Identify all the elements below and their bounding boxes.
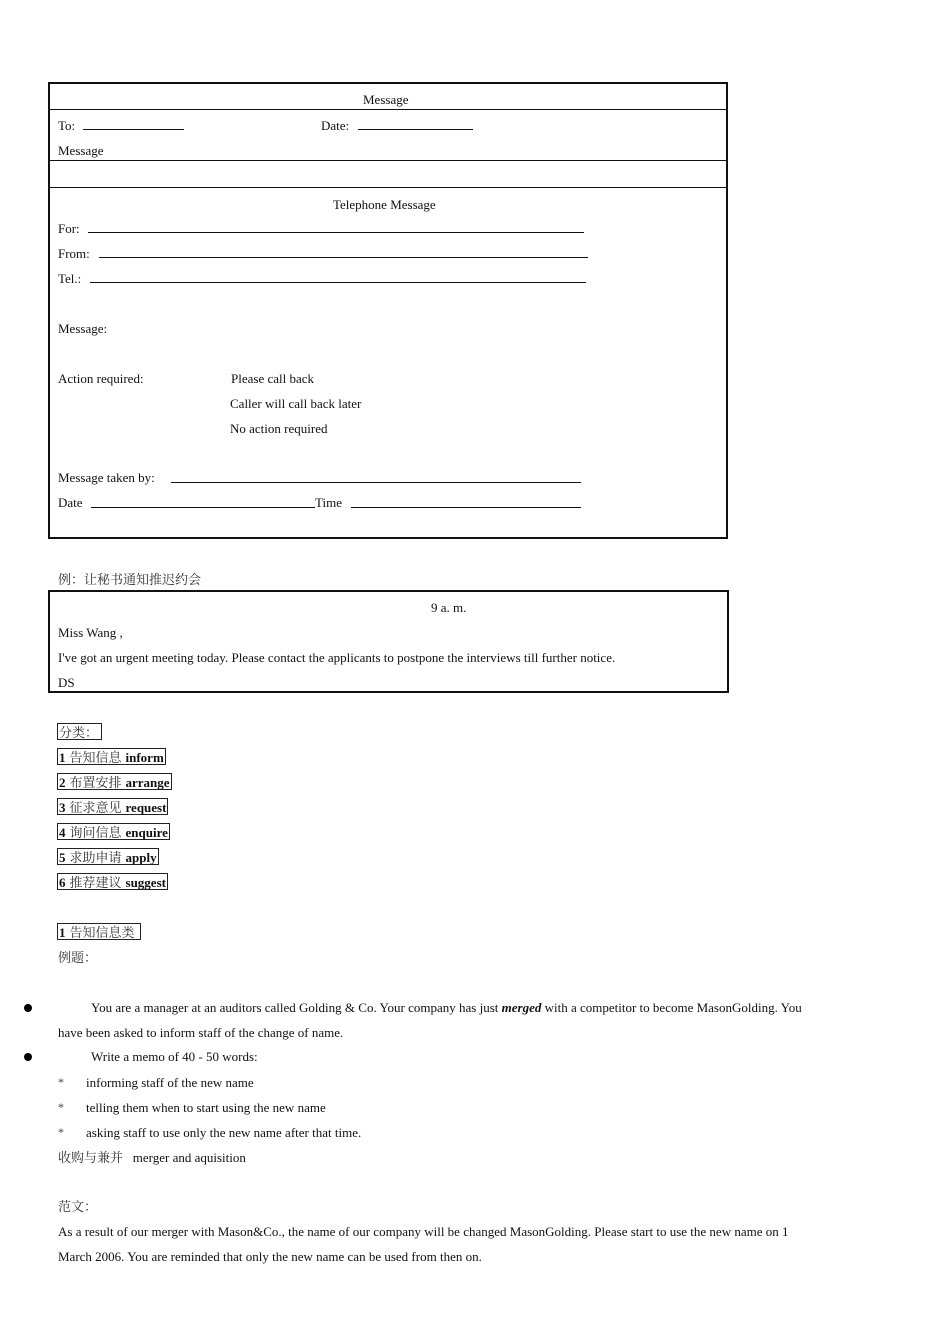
taken-time-label: Time — [315, 495, 342, 510]
telephone-message-title: Telephone Message — [333, 197, 436, 212]
task-bullet-1-continued: have been asked to inform staff of the change of name. — [58, 1025, 344, 1040]
example-time: 9 a. m. — [431, 600, 467, 615]
bullet-icon — [24, 1004, 32, 1012]
category-en: inform — [125, 750, 164, 765]
bullet-icon — [24, 1053, 32, 1061]
emphasized-word: merged — [501, 1000, 542, 1015]
tel-label: Tel.: — [58, 271, 82, 286]
category-en: suggest — [125, 875, 166, 890]
date-field[interactable] — [358, 129, 473, 130]
category-cn: 推荐建议 — [69, 875, 122, 890]
task-point: informing staff of the new name — [86, 1075, 254, 1090]
category-cn: 询问信息 — [69, 825, 122, 840]
divider — [49, 187, 727, 188]
category-en: request — [125, 800, 167, 815]
asterisk-icon: * — [58, 1075, 64, 1089]
category-en: apply — [125, 850, 157, 865]
vocab-en: merger and aquisition — [132, 1150, 246, 1165]
tel-message-label: Message: — [58, 321, 108, 336]
example-signature: DS — [58, 675, 75, 690]
task-point: telling them when to start using the new name — [86, 1100, 326, 1115]
example-caption: 例：让秘书通知推迟约会 — [58, 572, 202, 587]
model-answer-line: As a result of our merger with Mason&Co., the name of our company will be changed MasonGolding. Please start to use the new name on 1 — [58, 1224, 789, 1239]
example-salutation: Miss Wang , — [58, 625, 123, 640]
to-label: To: — [58, 118, 76, 133]
category-item — [57, 873, 168, 890]
message-label: Message — [58, 143, 104, 158]
category-number: 3 — [59, 800, 66, 815]
taken-date-label: Date — [58, 495, 83, 510]
taken-by-field[interactable] — [171, 482, 581, 483]
from-field[interactable] — [99, 257, 588, 258]
action-option-caller-will-call[interactable]: Caller will call back later — [230, 396, 362, 411]
for-label: For: — [58, 221, 80, 236]
taken-date-field[interactable] — [91, 507, 315, 508]
category-item — [57, 798, 168, 815]
tel-field[interactable] — [90, 282, 586, 283]
category-number: 6 — [59, 875, 66, 890]
message-field[interactable] — [49, 161, 727, 187]
category-cn: 告知信息 — [69, 750, 122, 765]
action-required-label: Action required: — [58, 371, 144, 386]
model-answer-line: March 2006. You are reminded that only the new name can be used from then on. — [58, 1249, 482, 1264]
section-heading — [57, 923, 141, 940]
model-answer-label: 范文： — [58, 1199, 98, 1214]
example-body: I've got an urgent meeting today. Please contact the applicants to postpone the interviews till further notice. — [58, 650, 616, 665]
category-number: 2 — [59, 775, 66, 790]
action-option-no-action[interactable]: No action required — [230, 421, 328, 436]
example-memo-box — [48, 590, 729, 693]
category-number: 4 — [59, 825, 66, 840]
task-bullet-1 — [91, 1000, 802, 1016]
task-bullet-2: Write a memo of 40 - 50 words: — [91, 1049, 258, 1064]
action-option-call-back[interactable]: Please call back — [231, 371, 315, 386]
section-title: 告知信息类 — [69, 925, 135, 940]
asterisk-icon: * — [58, 1100, 64, 1114]
vocab-note — [58, 1150, 246, 1166]
example-question-label: 例题： — [58, 950, 98, 965]
category-item — [57, 773, 172, 790]
category-en: enquire — [125, 825, 168, 840]
category-cn: 布置安排 — [69, 775, 122, 790]
taken-by-label: Message taken by: — [58, 470, 155, 485]
to-field[interactable] — [83, 129, 184, 130]
section-number: 1 — [59, 925, 66, 940]
category-cn: 求助申请 — [69, 850, 122, 865]
divider — [49, 109, 727, 110]
vocab-cn: 收购与兼并 — [58, 1150, 124, 1165]
task-text: You are a manager at an auditors called Golding & Co. Your company has just — [91, 1000, 502, 1015]
category-number: 5 — [59, 850, 66, 865]
categories-heading: 分类： — [57, 723, 102, 740]
taken-time-field[interactable] — [351, 507, 581, 508]
category-number: 1 — [59, 750, 66, 765]
category-item — [57, 823, 170, 840]
task-point: asking staff to use only the new name after that time. — [86, 1125, 362, 1140]
date-label: Date: — [321, 118, 350, 133]
message-title: Message — [363, 92, 409, 107]
task-text: with a competitor to become MasonGolding. You — [541, 1000, 802, 1015]
category-en: arrange — [125, 775, 170, 790]
for-field[interactable] — [88, 232, 584, 233]
category-item — [57, 748, 166, 765]
asterisk-icon: * — [58, 1125, 64, 1139]
from-label: From: — [58, 246, 90, 261]
category-item — [57, 848, 159, 865]
category-cn: 征求意见 — [69, 800, 122, 815]
